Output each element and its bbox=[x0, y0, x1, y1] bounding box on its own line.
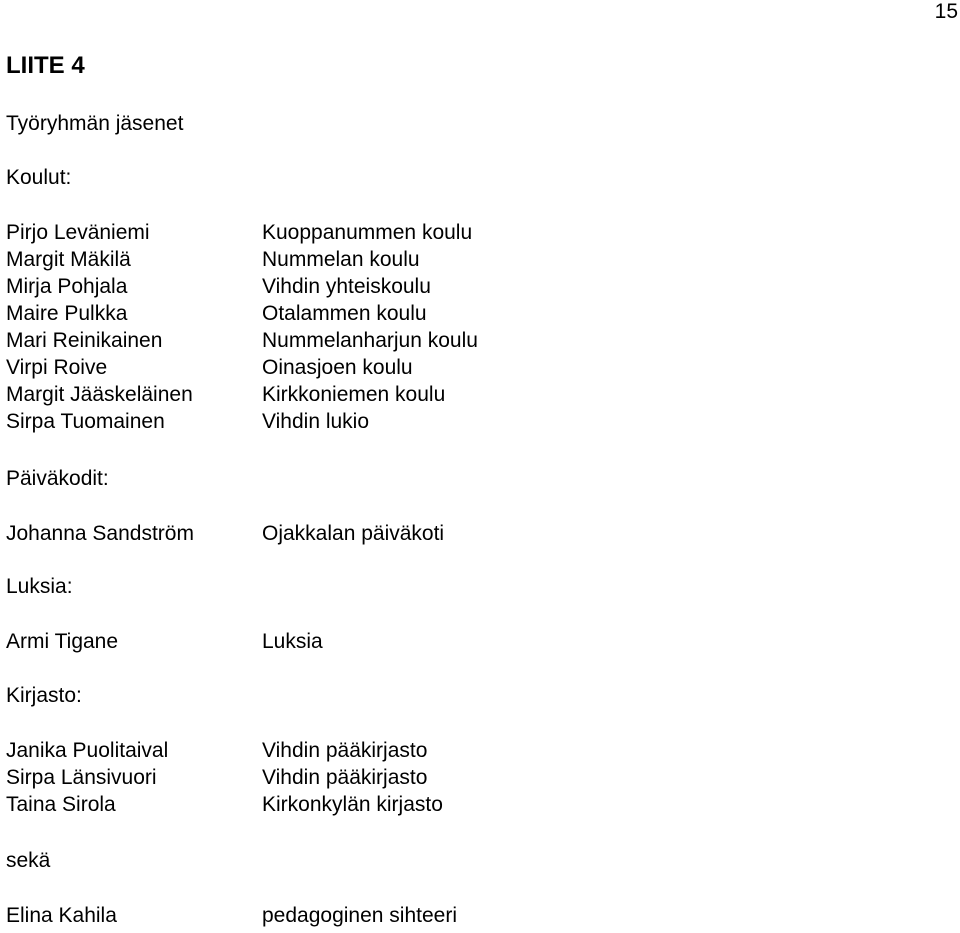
member-organization: Vihdin pääkirjasto bbox=[262, 739, 428, 762]
section-heading-seka: sekä bbox=[6, 849, 51, 872]
section-luksia bbox=[6, 574, 323, 655]
member-row bbox=[6, 327, 478, 354]
member-row bbox=[6, 300, 478, 327]
member-name: Pirjo Leväniemi bbox=[6, 221, 150, 244]
member-name: Taina Sirola bbox=[6, 793, 116, 816]
section-paivakodit bbox=[6, 466, 444, 547]
member-row bbox=[6, 354, 478, 381]
member-organization: Kirkonkylän kirjasto bbox=[262, 793, 443, 816]
member-name: Armi Tigane bbox=[6, 630, 119, 653]
member-row bbox=[6, 219, 478, 246]
member-organization: Ojakkalan päiväkoti bbox=[262, 522, 445, 545]
member-name: Sirpa Tuomainen bbox=[6, 410, 165, 433]
member-row bbox=[6, 737, 443, 764]
member-organization: Luksia bbox=[262, 630, 323, 653]
member-row bbox=[6, 520, 444, 547]
member-organization: Nummelanharjun koulu bbox=[262, 329, 478, 352]
member-row bbox=[6, 381, 478, 408]
member-organization: Kirkkoniemen koulu bbox=[262, 383, 446, 406]
member-organization: Nummelan koulu bbox=[262, 248, 420, 271]
section-heading-kirjasto: Kirjasto: bbox=[6, 684, 82, 707]
member-name: Maire Pulkka bbox=[6, 302, 128, 325]
page-number: 15 bbox=[934, 0, 958, 23]
member-row bbox=[6, 246, 478, 273]
member-row bbox=[6, 628, 323, 655]
section-heading-paivakodit: Päiväkodit: bbox=[6, 467, 109, 490]
document-title: LIITE 4 bbox=[6, 52, 85, 79]
member-organization: Otalammen koulu bbox=[262, 302, 427, 325]
member-row bbox=[6, 273, 478, 300]
section-kirjasto bbox=[6, 683, 443, 818]
member-name: Sirpa Länsivuori bbox=[6, 766, 157, 789]
member-name: Margit Jääskeläinen bbox=[6, 383, 193, 406]
member-name: Mirja Pohjala bbox=[6, 275, 128, 298]
member-row bbox=[6, 764, 443, 791]
section-heading-luksia: Luksia: bbox=[6, 575, 73, 598]
member-organization: Vihdin yhteiskoulu bbox=[262, 275, 431, 298]
member-organization: Vihdin pääkirjasto bbox=[262, 766, 428, 789]
document-subtitle: Työryhmän jäsenet bbox=[6, 112, 184, 135]
member-name: Elina Kahila bbox=[6, 904, 117, 927]
member-organization: Vihdin lukio bbox=[262, 410, 370, 433]
member-name: Margit Mäkilä bbox=[6, 248, 131, 271]
member-organization: Oinasjoen koulu bbox=[262, 356, 413, 379]
member-row bbox=[6, 791, 443, 818]
member-organization: Kuoppanummen koulu bbox=[262, 221, 473, 244]
member-name: Johanna Sandström bbox=[6, 522, 194, 545]
member-row bbox=[6, 408, 478, 435]
member-organization: pedagoginen sihteeri bbox=[262, 904, 457, 927]
member-name: Mari Reinikainen bbox=[6, 329, 163, 352]
section-heading-koulut: Koulut: bbox=[6, 166, 72, 189]
section-seka bbox=[6, 848, 457, 929]
member-name: Janika Puolitaival bbox=[6, 739, 169, 762]
member-row bbox=[6, 902, 457, 929]
member-name: Virpi Roive bbox=[6, 356, 108, 379]
section-koulut bbox=[6, 165, 478, 435]
